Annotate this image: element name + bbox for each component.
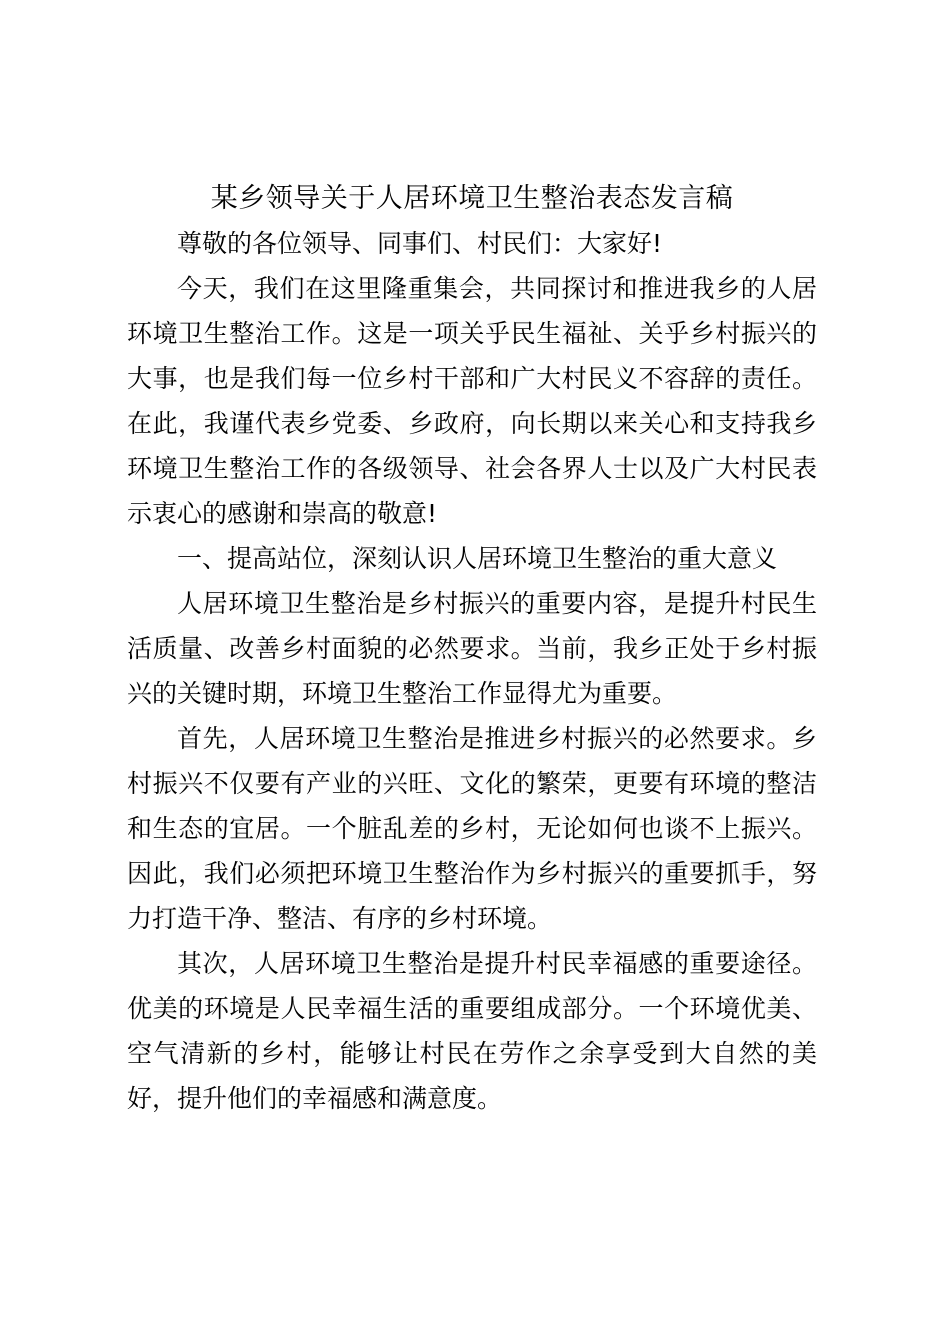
greeting: 尊敬的各位领导、同事们、村民们：大家好!: [177, 229, 663, 258]
section-paragraph-1: 人居环境卫生整治是乡村振兴的重要内容，是提升村民生活质量、改善乡村面貌的必然要求。当前，我乡正处于乡村振兴的关键时期，环境卫生整治工作显得尤为重要。: [127, 589, 817, 708]
section-paragraph-3: 其次，人居环境卫生整治是提升村民幸福感的重要途径。优美的环境是人民幸福生活的重要组成部分。一个环境优美、空气清新的乡村，能够让村民在劳作之余享受到大自然的美好，提升他们的幸福感和满意度。: [127, 949, 817, 1113]
section-paragraph-2: 首先，人居环境卫生整治是推进乡村振兴的必然要求。乡村振兴不仅要有产业的兴旺、文化的繁荣，更要有环境的整洁和生态的宜居。一个脏乱差的乡村，无论如何也谈不上振兴。因此，我们必须把环境卫生整治作为乡村振兴的重要抓手，努力打造干净、整洁、有序的乡村环境。: [127, 724, 817, 933]
document-page: [127, 176, 817, 1121]
section-heading: 一、提高站位，深刻认识人居环境卫生整治的重大意义: [177, 544, 778, 573]
document-title: 某乡领导关于人居环境卫生整治表态发言稿: [210, 183, 734, 214]
intro-paragraph: 今天，我们在这里隆重集会，共同探讨和推进我乡的人居环境卫生整治工作。这是一项关乎民生福祉、关乎乡村振兴的大事，也是我们每一位乡村干部和广大村民义不容辞的责任。在此，我谨代表乡党委、乡政府，向长期以来关心和支持我乡环境卫生整治工作的各级领导、社会各界人士以及广大村民表示衷心的感谢和崇高的敬意!: [127, 274, 817, 528]
